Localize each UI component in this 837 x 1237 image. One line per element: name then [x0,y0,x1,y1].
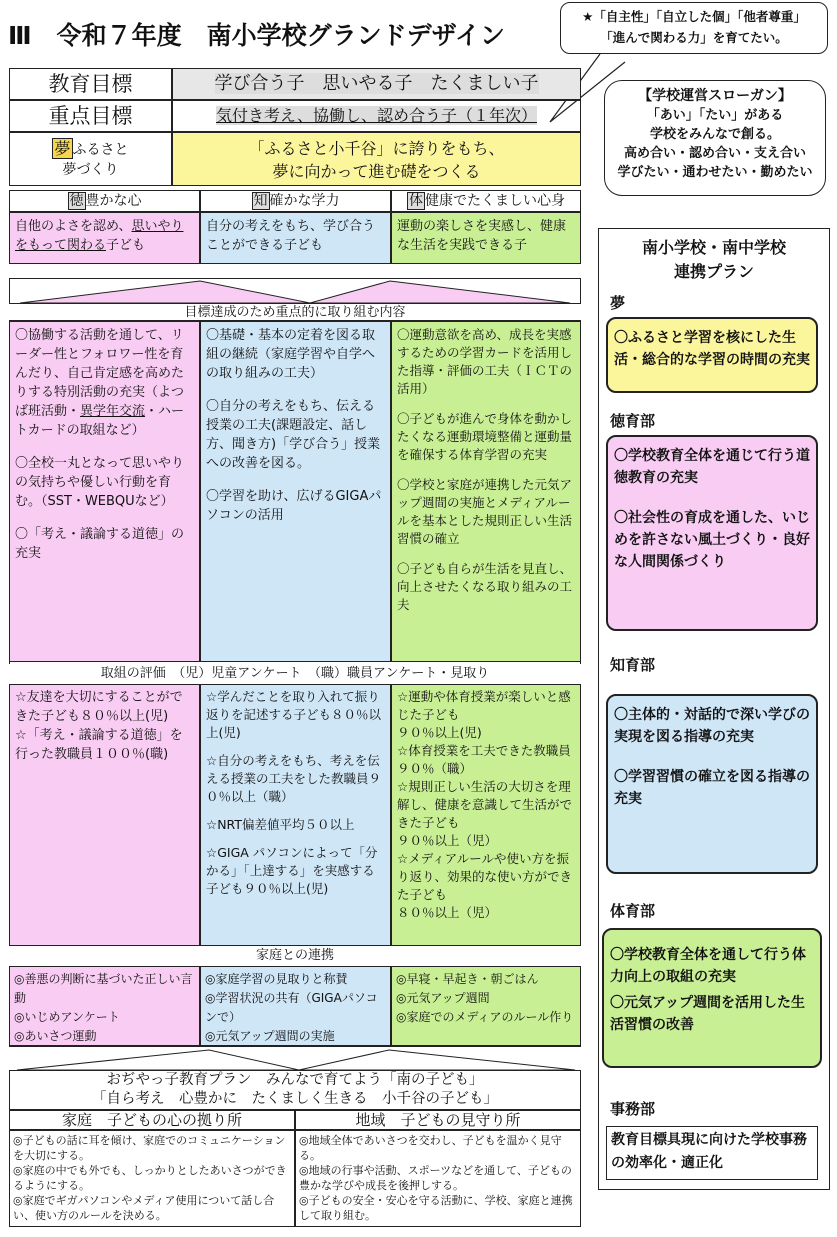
home-items: ◎子どもの話に耳を傾け、家庭でのコミュニケーションを大切にする。 ◎家庭の中でも外でも、しっかりとしたあいさつができるようにする。 ◎家庭でギガパソコンやメディア使用について話し合い、使い方のルールを決める。 [9,1130,295,1227]
right-sec-intellect-label: 知育部 [610,656,656,674]
callout-slogan [604,80,826,196]
right-panel-title: 南小学校・南中学校 連携プラン [641,238,786,281]
focus-goal-value [172,100,581,132]
pillar-heart-rest: 豊かな心 [85,193,142,209]
right-sec-physical-label: 体育部 [610,902,656,920]
pillar-mind-title [200,190,391,212]
eval-mind-item-1: ☆学んだことを取り入れて振り返りを記述する子ども８０％以上(児) [206,689,382,740]
priority-body-item-1: 〇運動意欲を高め、成長を実感するための学習カードを活用した指導・評価の工夫（ＩＣＴの活用） [397,327,573,396]
bottom-plan [9,1070,581,1110]
priority-col-body [391,321,581,662]
eval-mind-item-4: ☆GIGA パソコンによって「分かる」「上達する」を実感する子ども９０％以上(児) [206,845,378,896]
pillar-heart-desc-a: 自他のよさを認め、 [15,219,132,234]
priority-mind-item-3: 〇学習を助け、広げるGIGAパソコンの活用 [206,489,382,523]
family-col-body: ◎早寝・早起き・朝ごはん ◎元気アップ週間 ◎家庭でのメディアのルール作り [391,966,581,1046]
eval-body-item-4: ☆メディアルールや使い方を振り返り、効果的な使い方ができた子ども ８０％以上（児） [397,851,573,920]
priority-heart-item-2: 〇全校一丸となって思いやりの気持ちや優しい行動を育む。（SST・WEBQUなど） [15,456,185,509]
family-col-heart: ◎善悪の判断に基づいた正しい言動 ◎いじめアンケート ◎あいさつ運動 [9,966,200,1046]
area-items: ◎地域全体であいさつを交わし、子どもを温かく見守る。 ◎地域の行事や活動、スポーツなどを通して、子どもの豊かな学びや成長を後押しする。 ◎子どもの安全・安心を守る活動に、学校、家庭と連携して取り組む。 [295,1130,581,1227]
priority-header: 目標達成のため重点的に取り組む内容 [9,303,581,321]
pillar-heart-desc [9,212,200,264]
right-sec-moral-label: 徳育部 [610,412,656,430]
right-sec-office-box: 教育目標具現に向けた学校事務の効率化・適正化 [606,1126,818,1180]
priority-body-item-2: 〇子どもが進んで身体を動かしたくなる運動環境整備と運動量を確保する体育学習の充実 [397,411,573,462]
eval-heart-item-2: ☆「考え・議論する道徳」を行った教職員１００％(職) [15,728,183,762]
priority-heart-item-1: 〇協働する活動を通して、リーダー性とフォロワー性を育んだり、自己肯定感を高めたりする特別活動の充実（よつば班活動・異学年交流・ハートカードの取組など） [15,328,185,438]
priority-roof [10,279,580,305]
priority-col-heart [9,321,200,662]
right-moral-item-1: 〇学校教育全体を通じて行う道徳教育の充実 [614,448,810,486]
edu-goal-value [172,68,581,100]
pillar-body-title [391,190,581,212]
family-header: 家庭との連携 [9,946,581,966]
eval-body-item-1: ☆運動や体育授業が楽しいと感じた子ども ９０％以上(児) [397,689,571,740]
pillar-body-rest: 健康でたくましい心身 [425,193,565,209]
eval-col-mind [200,684,391,946]
home-title: 家庭 子どもの心の拠り所 [9,1110,295,1130]
callout-values: ★「自主性」「自立した個」「他者尊重」 「進んで関わる力」を育てたい。 [560,2,828,54]
right-physical-item-2: 〇元気アップ週間を活用した生活習慣の改善 [610,995,806,1033]
eval-col-heart [9,684,200,946]
page-title: Ⅲ 令和７年度 南小学校グランドデザイン [8,21,505,50]
pillar-mind-desc: 自分の考えをもち、学び合う ことができる子ども [200,212,391,264]
right-sec-office-label: 事務部 [610,1100,656,1118]
eval-heart-item-1: ☆友達を大切にすることができた子ども８０％以上(児) [15,690,183,724]
priority-heart-item-3: 〇「考え・議論する道徳」の充実 [15,527,185,561]
right-sec-physical-box [602,928,822,1068]
pillar-mind-kanji: 知 [253,193,268,209]
edu-goal-label: 教育目標 [9,68,172,100]
priority-body-item-3: 〇学校と家庭が連携した元気アップ週間の実施とメディアルールを基本とした規則正しい生活習慣の確立 [397,477,573,546]
eval-mind-item-3: ☆NRT偏差値平均５０以上 [206,817,355,832]
priority-mind-item-2: 〇自分の考えをもち、伝える授業の工夫(課題設定、話し方、聞き方)「学び合う」授業への改善を図る。 [206,399,381,471]
eval-body-item-2: ☆体育授業を工夫できた教職員 ９０％（職） [397,743,584,776]
plan-line-1: おぢやっ子教育プラン みんなで育てよう「南の子ども」 [106,1072,484,1088]
pillar-heart-title [9,190,200,212]
focus-goal-text: 気付き考え、協働し、認め合う子（１年次） [216,106,537,125]
eval-body-item-3: ☆規則正しい生活の大切さを理解し、健康を意識して生活ができた子ども ９０％以上（児） [397,779,573,848]
dream-kanji: 夢 [54,139,71,158]
right-sec-moral-box [606,435,818,631]
pillar-heart-desc-b: 思いやり をもって関わる [15,219,184,253]
eval-col-body [391,684,584,946]
focus-goal-label: 重点目標 [9,100,172,132]
evaluation-header: 取組の評価 （児）児童アンケート （職）職員アンケート・見取り [9,664,581,684]
priority-mind-item-1: 〇基礎・基本の定着を図る取組の継続（家庭学習や自学への取り組みの工夫） [206,328,376,381]
dream-value: 「ふるさと小千谷」に誇りをもち、 夢に向かって進む礎をつくる [172,132,581,186]
right-sec-intellect-box [606,694,818,874]
right-physical-item-1: 〇学校教育全体を通して行う体力向上の取組の充実 [610,947,806,985]
plan-line-2: 「自ら考え 心豊かに たくましく生きる 小千谷の子ども」 [92,1091,498,1107]
bottom-roof [9,1048,581,1072]
pillar-heart-kanji: 徳 [69,193,84,209]
right-sec-dream-label: 夢 [610,294,626,312]
slogan-lines: 「あい」「たい」がある 学校をみんなで創る。 高め合い・認め合い・支え合い 学びたい・通わせたい・勤めたい [617,108,813,180]
family-col-mind: ◎家庭学習の見取りと称賛 ◎学習状況の共有（GIGAパソコンで） ◎元気アップ週間の実施 [200,966,391,1046]
right-moral-item-2: 〇社会性の育成を通した、いじめを許さない風土づくり・良好な人間関係づくり [614,510,810,570]
pillar-body-desc: 運動の楽しさを実感し、健康 な生活を実践できる子 [391,212,581,264]
right-sec-dream-box: 〇ふるさと学習を核にした生活・総合的な学習の時間の充実 [606,317,818,393]
priority-col-mind [200,321,391,662]
pillar-heart-desc-c: 子ども [106,238,146,253]
right-intellect-item-1: 〇主体的・対話的で深い学びの実現を図る指導の充実 [614,707,810,745]
edu-goal-text: 学び合う子 思いやる子 たくましい子 [214,73,539,94]
pillar-body-kanji: 体 [409,193,423,209]
area-title: 地域 子どもの見守り所 [295,1110,581,1130]
dream-label [9,132,172,186]
slogan-heading: 【学校運営スローガン】 [638,88,792,104]
eval-mind-item-2: ☆自分の考えをもち、考えを伝える授業の工夫をした教職員９０％以上（職） [206,753,382,804]
dream-label-line2: 夢づくり [62,162,119,178]
dream-label-rest: ふるさと [72,142,129,158]
priority-body-item-4: 〇子ども自らが生活を見直し、向上させたくなる取り組みの工夫 [397,561,573,612]
right-intellect-item-2: 〇学習習慣の確立を図る指導の充実 [614,769,810,807]
pillar-mind-rest: 確かな学力 [269,193,340,209]
